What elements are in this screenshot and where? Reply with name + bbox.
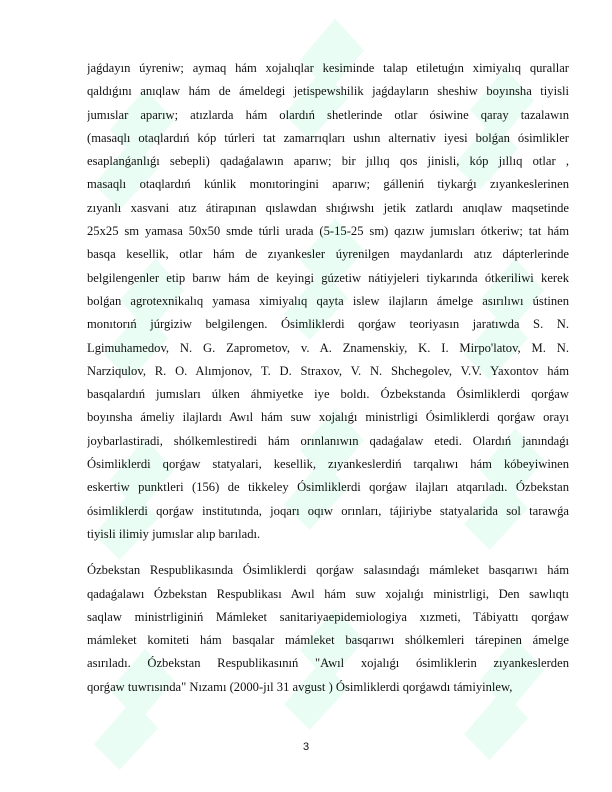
text-line: (masaqlı otaqlardıń kóp túrleri tat zamarrıqları ushın alternativ iyesi bolǵan ósimlikler — [87, 130, 569, 145]
text-line: qadaǵalawı Ózbekstan Respublikası Awıl hám suw xojalıǵı ministrligi, Den sawlıqtı — [87, 586, 569, 601]
text-line: esaplanǵanlıǵı sebepli) qadaǵalawın aparıw; bir jıllıq qos jinisli, kóp jıllıq otlar , — [87, 154, 569, 169]
page-number: 3 — [302, 741, 310, 753]
paragraph-2 — [87, 559, 569, 699]
text-line: Narziqulov, R. O. Alımjonov, T. D. Straxov, V. N. Shchegolev, V.V. Yaxontov hám — [87, 363, 569, 378]
text-line: jaǵdayın úyreniw; aymaq hám xojalıqlar kesiminde talap etiletuǵın ximiyalıq qurallar — [87, 61, 569, 75]
text-line: saqlaw ministrliginiń Mámleket sanitariyaepidemiologiya xızmeti, Tábiyattı qorǵaw — [87, 609, 569, 624]
text-line: mámleket komiteti hám basqalar mámleket basqarıwı shólkemleri tárepinen ámelge — [87, 633, 569, 648]
text-line: bolǵan agrotexnikalıq yamasa ximiyalıq qayta islew ilajların ámelge asırılıwı ústinen — [87, 293, 569, 308]
paragraph-1 — [87, 57, 569, 546]
text-line: ósimliklerdi qorǵaw institutında, joqarı oqıw orınları, tájiriybe statyalarida sol tarawǵa — [87, 503, 569, 518]
text-line: asırıladı. Ózbekstan Respublikasınıń "Awıl xojalıǵı ósimliklerin zıyankeslerden — [87, 656, 569, 671]
text-line: basqalardıń jumısları úlken áhmiyetke iye boldı. Ózbekstanda Ósimliklerdi qorǵaw — [87, 387, 569, 402]
paragraph-gap — [87, 546, 569, 559]
text-line: eskertiw punktleri (156) de tikkeley Ósimliklerdi qorǵaw ilajları atqarıladı. Ózbekstan — [87, 480, 569, 495]
text-line: belgilengenler etip barıw hám de keyingi gúzetiw nátiyjeleri tiykarında ótkeriliwi kerek — [87, 270, 569, 285]
text-line: Ósimliklerdi qorǵaw statyalari, kesellik, zıyankeslerdiń tarqalıwı hám kóbeyiwinen — [87, 457, 569, 472]
text-line: monıtorıń júrgiziw belgilengen. Ósimliklerdi qorǵaw teoriyasın jaratıwda S. N. — [87, 317, 569, 332]
document-page — [87, 57, 569, 699]
text-line: Lgimuhamedov, N. G. Zaprometov, v. A. Znamenskiy, K. I. Mirpo'latov, M. N. — [87, 340, 569, 355]
text-line: zıyanlı xasvani atız átirapınan qıslawdan shıǵıwshı jetik zatlardı anıqlaw maqsetinde — [87, 200, 569, 215]
text-line: qorǵaw tuwrısında" Nızamı (2000-jıl 31 avgust ) Ósimliklerdi qorǵawdı támiyinlew, — [87, 679, 513, 694]
text-line: Ózbekstan Respublikasında Ósimliklerdi qorǵaw salasındaǵı mámleket basqarıwı hám — [87, 563, 569, 578]
text-line: basqa kesellik, otlar hám de zıyankesler úyrenilgen maydanlardı atız dápterlerinde — [87, 247, 569, 262]
text-line: joybarlastiradi, shólkemlestiredi hám orınlanıwın qadaǵalaw etedi. Olardıń janındaǵı — [87, 433, 569, 448]
text-line: 25x25 sm yamasa 50x50 smde túrli urada (5-15-25 sm) qazıw jumısları ótkeriw; tat hám — [87, 224, 569, 239]
text-line: boyınsha ámeliy ilajlardı Awıl hám suw xojalıǵı ministrligi Ósimliklerdi qorǵaw orayı — [87, 410, 569, 425]
text-line: tiyisli ilimiy jumıslar alıp barıladı. — [87, 526, 261, 541]
text-line: jumıslar aparıw; atızlarda hám olardıń shetlerinde otlar ósiwine qaray tazalawın — [87, 107, 569, 122]
text-line: qaldıǵını anıqlaw hám de ámeldegi jetispewshilik jaǵdayların sheshiw boyınsha tiyisli — [87, 84, 569, 99]
text-line: masaqlı otaqlardıń kúnlik monıtoringini aparıw; gálleniń tiykarǵı zıyankeslerinen — [87, 177, 569, 192]
